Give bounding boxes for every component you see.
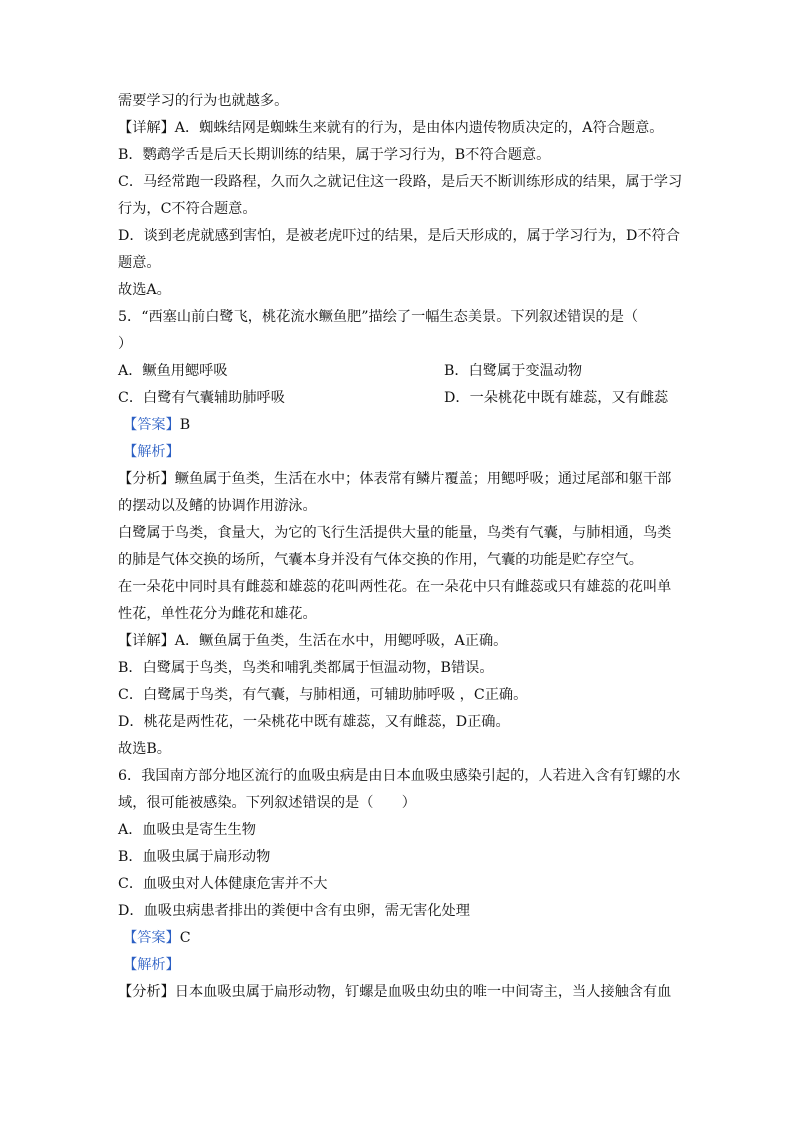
text-line: 故选A。 xyxy=(118,282,171,298)
text-line: 的肺是气体交换的场所，气囊本身并没有气体交换的作用，气囊的功能是贮存空气。 xyxy=(118,552,643,568)
analysis-line: 【分析】鳜鱼属于鱼类，生活在水中；体表常有鳞片覆盖；用鳃呼吸；通过尾部和躯干部 xyxy=(118,471,672,487)
option-d: D．血吸虫病患者排出的粪便中含有虫卵，需无害化处理 xyxy=(118,903,470,919)
answer-line xyxy=(118,412,678,439)
option-a: A．血吸虫是寄生生物 xyxy=(118,822,256,838)
text-line: B．鹦鹉学舌是后天长期训练的结果，属于学习行为，B不符合题意。 xyxy=(118,147,551,163)
question-6-stem-cont: 域，很可能被感染。下列叙述错误的是（ ） xyxy=(118,795,416,811)
text-line: 性花，单性花分为雌花和雄花。 xyxy=(118,606,317,622)
text-line: 题意。 xyxy=(118,255,161,271)
text-line: 的摆动以及鳍的协调作用游泳。 xyxy=(118,498,317,514)
question-5-stem: 5．“西塞山前白鹭飞，桃花流水鳜鱼肥”描绘了一幅生态美景。下列叙述错误的是（ xyxy=(118,309,639,325)
text-line: 白鹭属于鸟类，食量大，为它的飞行生活提供大量的能量，鸟类有气囊，与肺相通，鸟类 xyxy=(118,525,672,541)
option-c: C．血吸虫对人体健康危害并不大 xyxy=(118,876,328,892)
analysis-tag: 【解析】 xyxy=(123,444,180,460)
text-line: 需要学习的行为也就越多。 xyxy=(118,93,289,109)
text-line: 行为，C不符合题意。 xyxy=(118,201,257,217)
text-line: D．谈到老虎就感到害怕，是被老虎吓过的结果，是后天形成的，属于学习行为，D不符合 xyxy=(118,228,680,244)
question-5-options-row-1 xyxy=(118,358,678,385)
question-5-options-row-2 xyxy=(118,385,678,412)
answer-tag xyxy=(123,930,191,946)
text-line: 在一朵花中同时具有雌蕊和雄蕊的花叫两性花。在一朵花中只有雌蕊或只有雄蕊的花叫单 xyxy=(118,579,672,595)
question-6-stem: 6．我国南方部分地区流行的血吸虫病是由日本血吸虫感染引起的，人若进入含有钉螺的水 xyxy=(118,768,681,784)
answer-line xyxy=(118,925,678,952)
text-line: D．桃花是两性花，一朵桃花中既有雄蕊，又有雌蕊，D正确。 xyxy=(118,714,510,730)
answer-label: 【答案】 xyxy=(123,930,180,946)
analysis-line: 【分析】日本血吸虫属于扁形动物，钉螺是血吸虫幼虫的唯一中间寄主，当人接触含有血 xyxy=(118,984,672,1000)
option-b: B．白鹭属于变温动物 xyxy=(444,363,583,379)
option-d: D．一朵桃花中既有雄蕊，又有雌蕊 xyxy=(444,390,669,406)
text-line: C．白鹭属于鸟类，有气囊，与肺相通，可辅助肺呼吸 ，C正确。 xyxy=(118,687,528,703)
analysis-tag: 【解析】 xyxy=(123,957,180,973)
detail-line: 【详解】A．蜘蛛结网是蜘蛛生来就有的行为，是由体内遗传物质决定的，A符合题意。 xyxy=(118,120,664,136)
detail-line: 【详解】A．鳜鱼属于鱼类，生活在水中，用鳃呼吸，A正确。 xyxy=(118,633,508,649)
answer-label: 【答案】 xyxy=(123,417,180,433)
answer-tag xyxy=(123,417,190,433)
answer-letter: B xyxy=(179,417,191,433)
text-line: C．马经常跑一段路程，久而久之就记住这一段路，是后天不断训练形成的结果，属于学习 xyxy=(118,174,683,190)
option-b: B．血吸虫属于扁形动物 xyxy=(118,849,271,865)
document-page xyxy=(118,88,683,1006)
text-line: B．白鹭属于鸟类，鸟类和哺乳类都属于恒温动物，B错误。 xyxy=(118,660,494,676)
option-a: A．鳜鱼用鳃呼吸 xyxy=(118,363,228,379)
question-5-stem-cont: ） xyxy=(118,336,133,352)
text-line: 故选B。 xyxy=(118,741,171,757)
answer-letter: C xyxy=(179,930,191,946)
option-c: C．白鹭有气囊辅助肺呼吸 xyxy=(118,390,285,406)
